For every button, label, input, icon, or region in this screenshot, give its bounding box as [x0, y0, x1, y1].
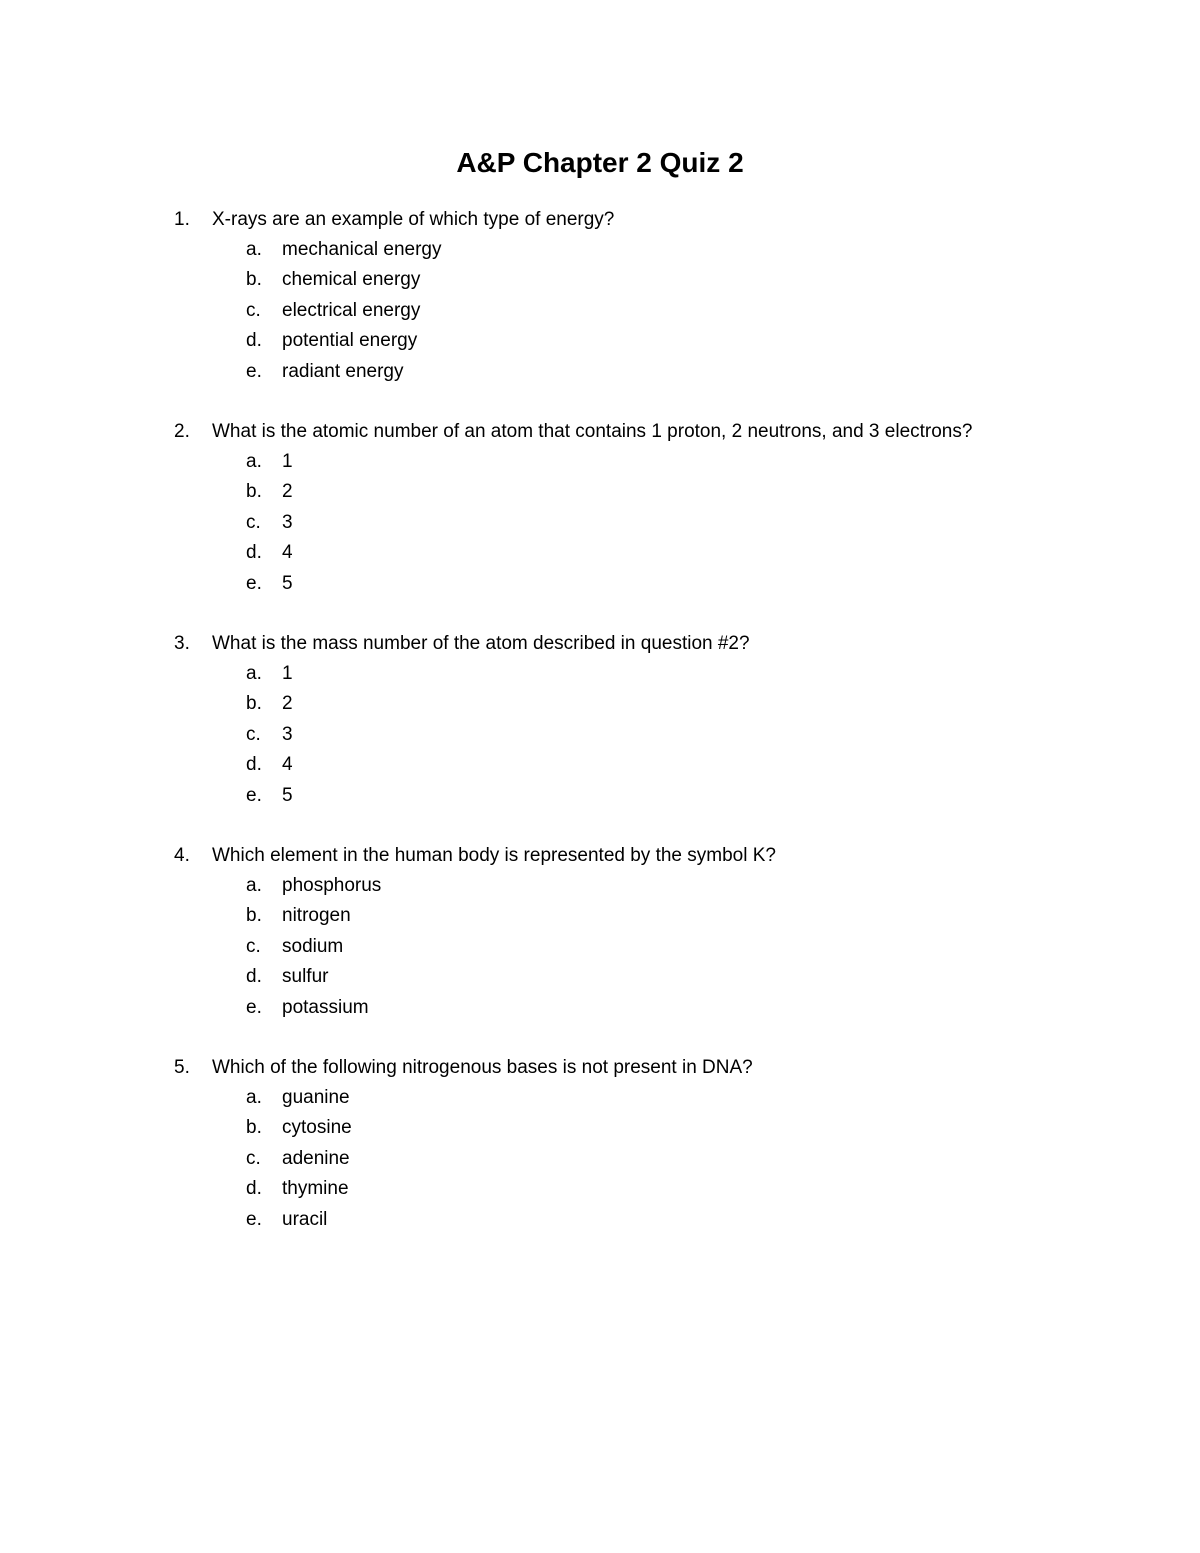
option-letter: c. — [246, 1147, 261, 1169]
option-item — [0, 901, 1200, 931]
option-text: 1 — [282, 451, 293, 472]
option-text: thymine — [282, 1178, 349, 1200]
option-item — [0, 477, 1200, 507]
option-item — [0, 1083, 1200, 1113]
option-letter: b. — [246, 481, 262, 503]
question-text: X-rays are an example of which type of energy? — [212, 209, 615, 230]
option-text: chemical energy — [282, 269, 421, 291]
option-letter: c. — [246, 299, 261, 321]
option-item — [0, 993, 1200, 1023]
quiz-title: A&P Chapter 2 Quiz 2 — [456, 147, 744, 178]
option-letter: c. — [246, 723, 261, 745]
option-text: 3 — [282, 723, 293, 745]
option-item — [0, 1144, 1200, 1174]
option-letter: a. — [246, 875, 262, 896]
option-text: adenine — [282, 1147, 350, 1169]
option-text: 2 — [282, 693, 293, 715]
question-3 — [0, 629, 1200, 841]
option-text: sulfur — [282, 966, 329, 988]
question-number: 1. — [174, 209, 190, 230]
question-number: 5. — [174, 1057, 190, 1078]
question-text: Which element in the human body is represented by the symbol K? — [212, 845, 776, 866]
question-2 — [0, 417, 1200, 629]
option-letter: a. — [246, 239, 262, 260]
option-item — [0, 781, 1200, 811]
option-letter: d. — [246, 1178, 262, 1200]
option-item — [0, 296, 1200, 326]
option-text: mechanical energy — [282, 239, 442, 260]
option-letter: e. — [246, 996, 262, 1018]
question-1 — [0, 205, 1200, 417]
option-text: nitrogen — [282, 905, 351, 927]
option-letter: e. — [246, 784, 262, 806]
option-item — [0, 932, 1200, 962]
option-text: phosphorus — [282, 875, 382, 896]
option-list — [0, 871, 1200, 1023]
question-number: 2. — [174, 421, 190, 442]
option-letter: b. — [246, 1117, 262, 1139]
option-text: guanine — [282, 1087, 350, 1108]
option-text: cytosine — [282, 1117, 352, 1139]
option-text: 5 — [282, 784, 293, 806]
option-item — [0, 750, 1200, 780]
option-letter: e. — [246, 360, 262, 382]
option-item — [0, 659, 1200, 689]
option-text: 1 — [282, 663, 293, 684]
option-letter: a. — [246, 663, 262, 684]
option-letter: a. — [246, 451, 262, 472]
question-text: What is the mass number of the atom described in question #2? — [212, 633, 750, 654]
option-letter: d. — [246, 754, 262, 776]
option-item — [0, 1113, 1200, 1143]
option-text: 2 — [282, 481, 293, 503]
option-item — [0, 871, 1200, 901]
option-letter: d. — [246, 330, 262, 352]
option-list — [0, 235, 1200, 387]
option-text: 4 — [282, 542, 293, 564]
option-item — [0, 1205, 1200, 1235]
option-letter: e. — [246, 572, 262, 594]
option-text: sodium — [282, 935, 344, 957]
option-text: 4 — [282, 754, 293, 776]
option-letter: e. — [246, 1208, 262, 1230]
option-letter: a. — [246, 1087, 262, 1108]
option-item — [0, 508, 1200, 538]
question-5 — [0, 1053, 1200, 1265]
option-item — [0, 538, 1200, 568]
option-letter: b. — [246, 693, 262, 715]
option-item — [0, 447, 1200, 477]
option-item — [0, 689, 1200, 719]
option-text: uracil — [282, 1208, 328, 1230]
option-item — [0, 1174, 1200, 1204]
option-text: potassium — [282, 996, 369, 1018]
option-item — [0, 326, 1200, 356]
option-letter: c. — [246, 511, 261, 533]
option-text: potential energy — [282, 330, 418, 352]
option-list — [0, 659, 1200, 811]
option-text: 3 — [282, 511, 293, 533]
option-list — [0, 447, 1200, 599]
option-letter: d. — [246, 966, 262, 988]
option-item — [0, 235, 1200, 265]
option-item — [0, 569, 1200, 599]
option-item — [0, 720, 1200, 750]
question-text: Which of the following nitrogenous bases is not present in DNA? — [212, 1057, 753, 1078]
question-list — [0, 205, 1200, 1265]
option-letter: d. — [246, 542, 262, 564]
option-text: radiant energy — [282, 360, 404, 382]
question-text: What is the atomic number of an atom that contains 1 proton, 2 neutrons, and 3 electrons? — [212, 421, 973, 442]
option-letter: c. — [246, 935, 261, 957]
question-number: 4. — [174, 845, 190, 866]
question-4 — [0, 841, 1200, 1053]
option-list — [0, 1083, 1200, 1235]
option-text: electrical energy — [282, 299, 421, 321]
option-item — [0, 962, 1200, 992]
option-item — [0, 265, 1200, 295]
question-number: 3. — [174, 633, 190, 654]
option-letter: b. — [246, 269, 262, 291]
option-text: 5 — [282, 572, 293, 594]
option-item — [0, 357, 1200, 387]
option-letter: b. — [246, 905, 262, 927]
